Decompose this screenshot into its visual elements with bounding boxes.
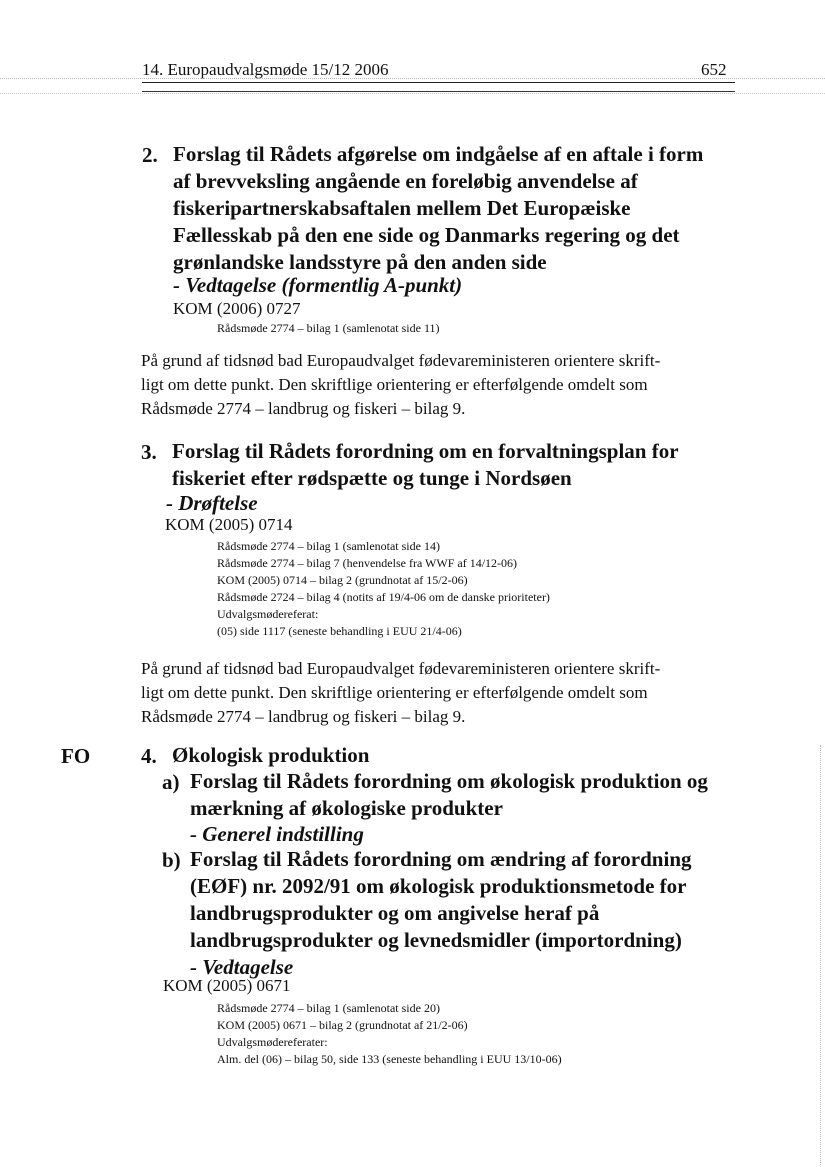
- item3-refs: [217, 538, 550, 640]
- item3-ref: Rådsmøde 2774 – bilag 7 (henvendelse fra WWF af 14/12-06): [217, 556, 518, 570]
- item3-paragraph-line: Rådsmøde 2774 – landbrug og fiskeri – bilag 9.: [141, 707, 466, 726]
- header-underline: [142, 82, 735, 83]
- page-number: 652: [701, 60, 727, 79]
- item3-title-line: fiskeriet efter rødspætte og tunge i Nordsøen: [172, 466, 572, 490]
- item4b-title-line: (EØF) nr. 2092/91 om økologisk produktionsmetode for: [190, 874, 687, 898]
- item2-title-line: Fællesskab på den ene side og Danmarks regering og det: [173, 223, 680, 247]
- item3-ref: (05) side 1117 (seneste behandling i EUU 21/4-06): [217, 624, 462, 638]
- header-meeting: 14. Europaudvalgsmøde 15/12 2006: [142, 60, 389, 79]
- item3-paragraph: [141, 657, 660, 729]
- item2-title: [173, 141, 703, 276]
- item3-action: - Drøftelse: [166, 491, 258, 515]
- header-divider-dotted-lower: [0, 93, 825, 94]
- header-divider-dotted: [0, 78, 825, 79]
- item2-title-line: Forslag til Rådets afgørelse om indgåelse af en aftale i form: [173, 142, 704, 166]
- item3-title-line: Forslag til Rådets forordning om en forvaltningsplan for: [172, 439, 679, 463]
- item2-number: 2.: [142, 143, 158, 167]
- item3-kom: KOM (2005) 0714: [165, 515, 293, 534]
- item2-ref: Rådsmøde 2774 – bilag 1 (samlenotat side 11): [217, 321, 440, 335]
- item4a-title: [190, 768, 708, 822]
- item4b-title-line: Forslag til Rådets forordning om ændring af forordning: [190, 847, 692, 871]
- item4-kom: KOM (2005) 0671: [163, 976, 291, 995]
- item3-paragraph-line: På grund af tidsnød bad Europaudvalget fødevareministeren orientere skrift-: [141, 659, 661, 678]
- item4b-action: - Vedtagelse: [190, 955, 294, 979]
- item4b-title-line: landbrugsprodukter og levnedsmidler (importordning): [190, 928, 682, 952]
- item4-title: Økologisk produktion: [172, 743, 370, 767]
- item3-ref: Rådsmøde 2774 – bilag 1 (samlenotat side 14): [217, 539, 440, 553]
- item4a-letter: a): [162, 770, 180, 794]
- scan-edge-artifact: [820, 745, 823, 1165]
- item4-ref: KOM (2005) 0671 – bilag 2 (grundnotat af 21/2-06): [217, 1018, 468, 1032]
- item4-ref: Alm. del (06) – bilag 50, side 133 (seneste behandling i EUU 13/10-06): [217, 1052, 562, 1066]
- item3-ref: Rådsmøde 2724 – bilag 4 (notits af 19/4-06 om de danske prioriteter): [217, 590, 550, 604]
- item4b-title: [190, 846, 692, 954]
- item2-title-line: fiskeripartnerskabsaftalen mellem Det Europæiske: [173, 196, 631, 220]
- item4a-title-line: mærkning af økologiske produkter: [190, 796, 503, 820]
- item4-ref: Udvalgsmødereferater:: [217, 1035, 328, 1049]
- item3-ref: Udvalgsmødereferat:: [217, 607, 319, 621]
- item4b-letter: b): [162, 848, 181, 872]
- item3-title: [172, 438, 679, 492]
- item3-paragraph-line: ligt om dette punkt. Den skriftlige orientering er efterfølgende omdelt som: [141, 683, 648, 702]
- item4a-title-line: Forslag til Rådets forordning om økologisk produktion og: [190, 769, 708, 793]
- item2-title-line: af brevveksling angående en foreløbig anvendelse af: [173, 169, 638, 193]
- item2-paragraph-line: ligt om dette punkt. Den skriftlige orientering er efterfølgende omdelt som: [141, 375, 648, 394]
- item4-number: 4.: [141, 744, 157, 768]
- header-divider: [142, 91, 735, 92]
- margin-label-fo: FO: [61, 744, 91, 768]
- item2-paragraph: [141, 349, 660, 421]
- item4-refs: [217, 1000, 562, 1068]
- item4a-action: - Generel indstilling: [190, 822, 364, 846]
- item4b-title-line: landbrugsprodukter og om angivelse heraf på: [190, 901, 600, 925]
- item2-title-line: grønlandske landsstyre på den anden side: [173, 250, 547, 274]
- item4-ref: Rådsmøde 2774 – bilag 1 (samlenotat side 20): [217, 1001, 440, 1015]
- item2-paragraph-line: På grund af tidsnød bad Europaudvalget fødevareministeren orientere skrift-: [141, 351, 661, 370]
- item2-paragraph-line: Rådsmøde 2774 – landbrug og fiskeri – bilag 9.: [141, 399, 466, 418]
- item3-ref: KOM (2005) 0714 – bilag 2 (grundnotat af 15/2-06): [217, 573, 468, 587]
- item3-number: 3.: [141, 440, 157, 464]
- item2-kom: KOM (2006) 0727: [173, 299, 301, 318]
- item2-action: - Vedtagelse (formentlig A-punkt): [173, 273, 463, 297]
